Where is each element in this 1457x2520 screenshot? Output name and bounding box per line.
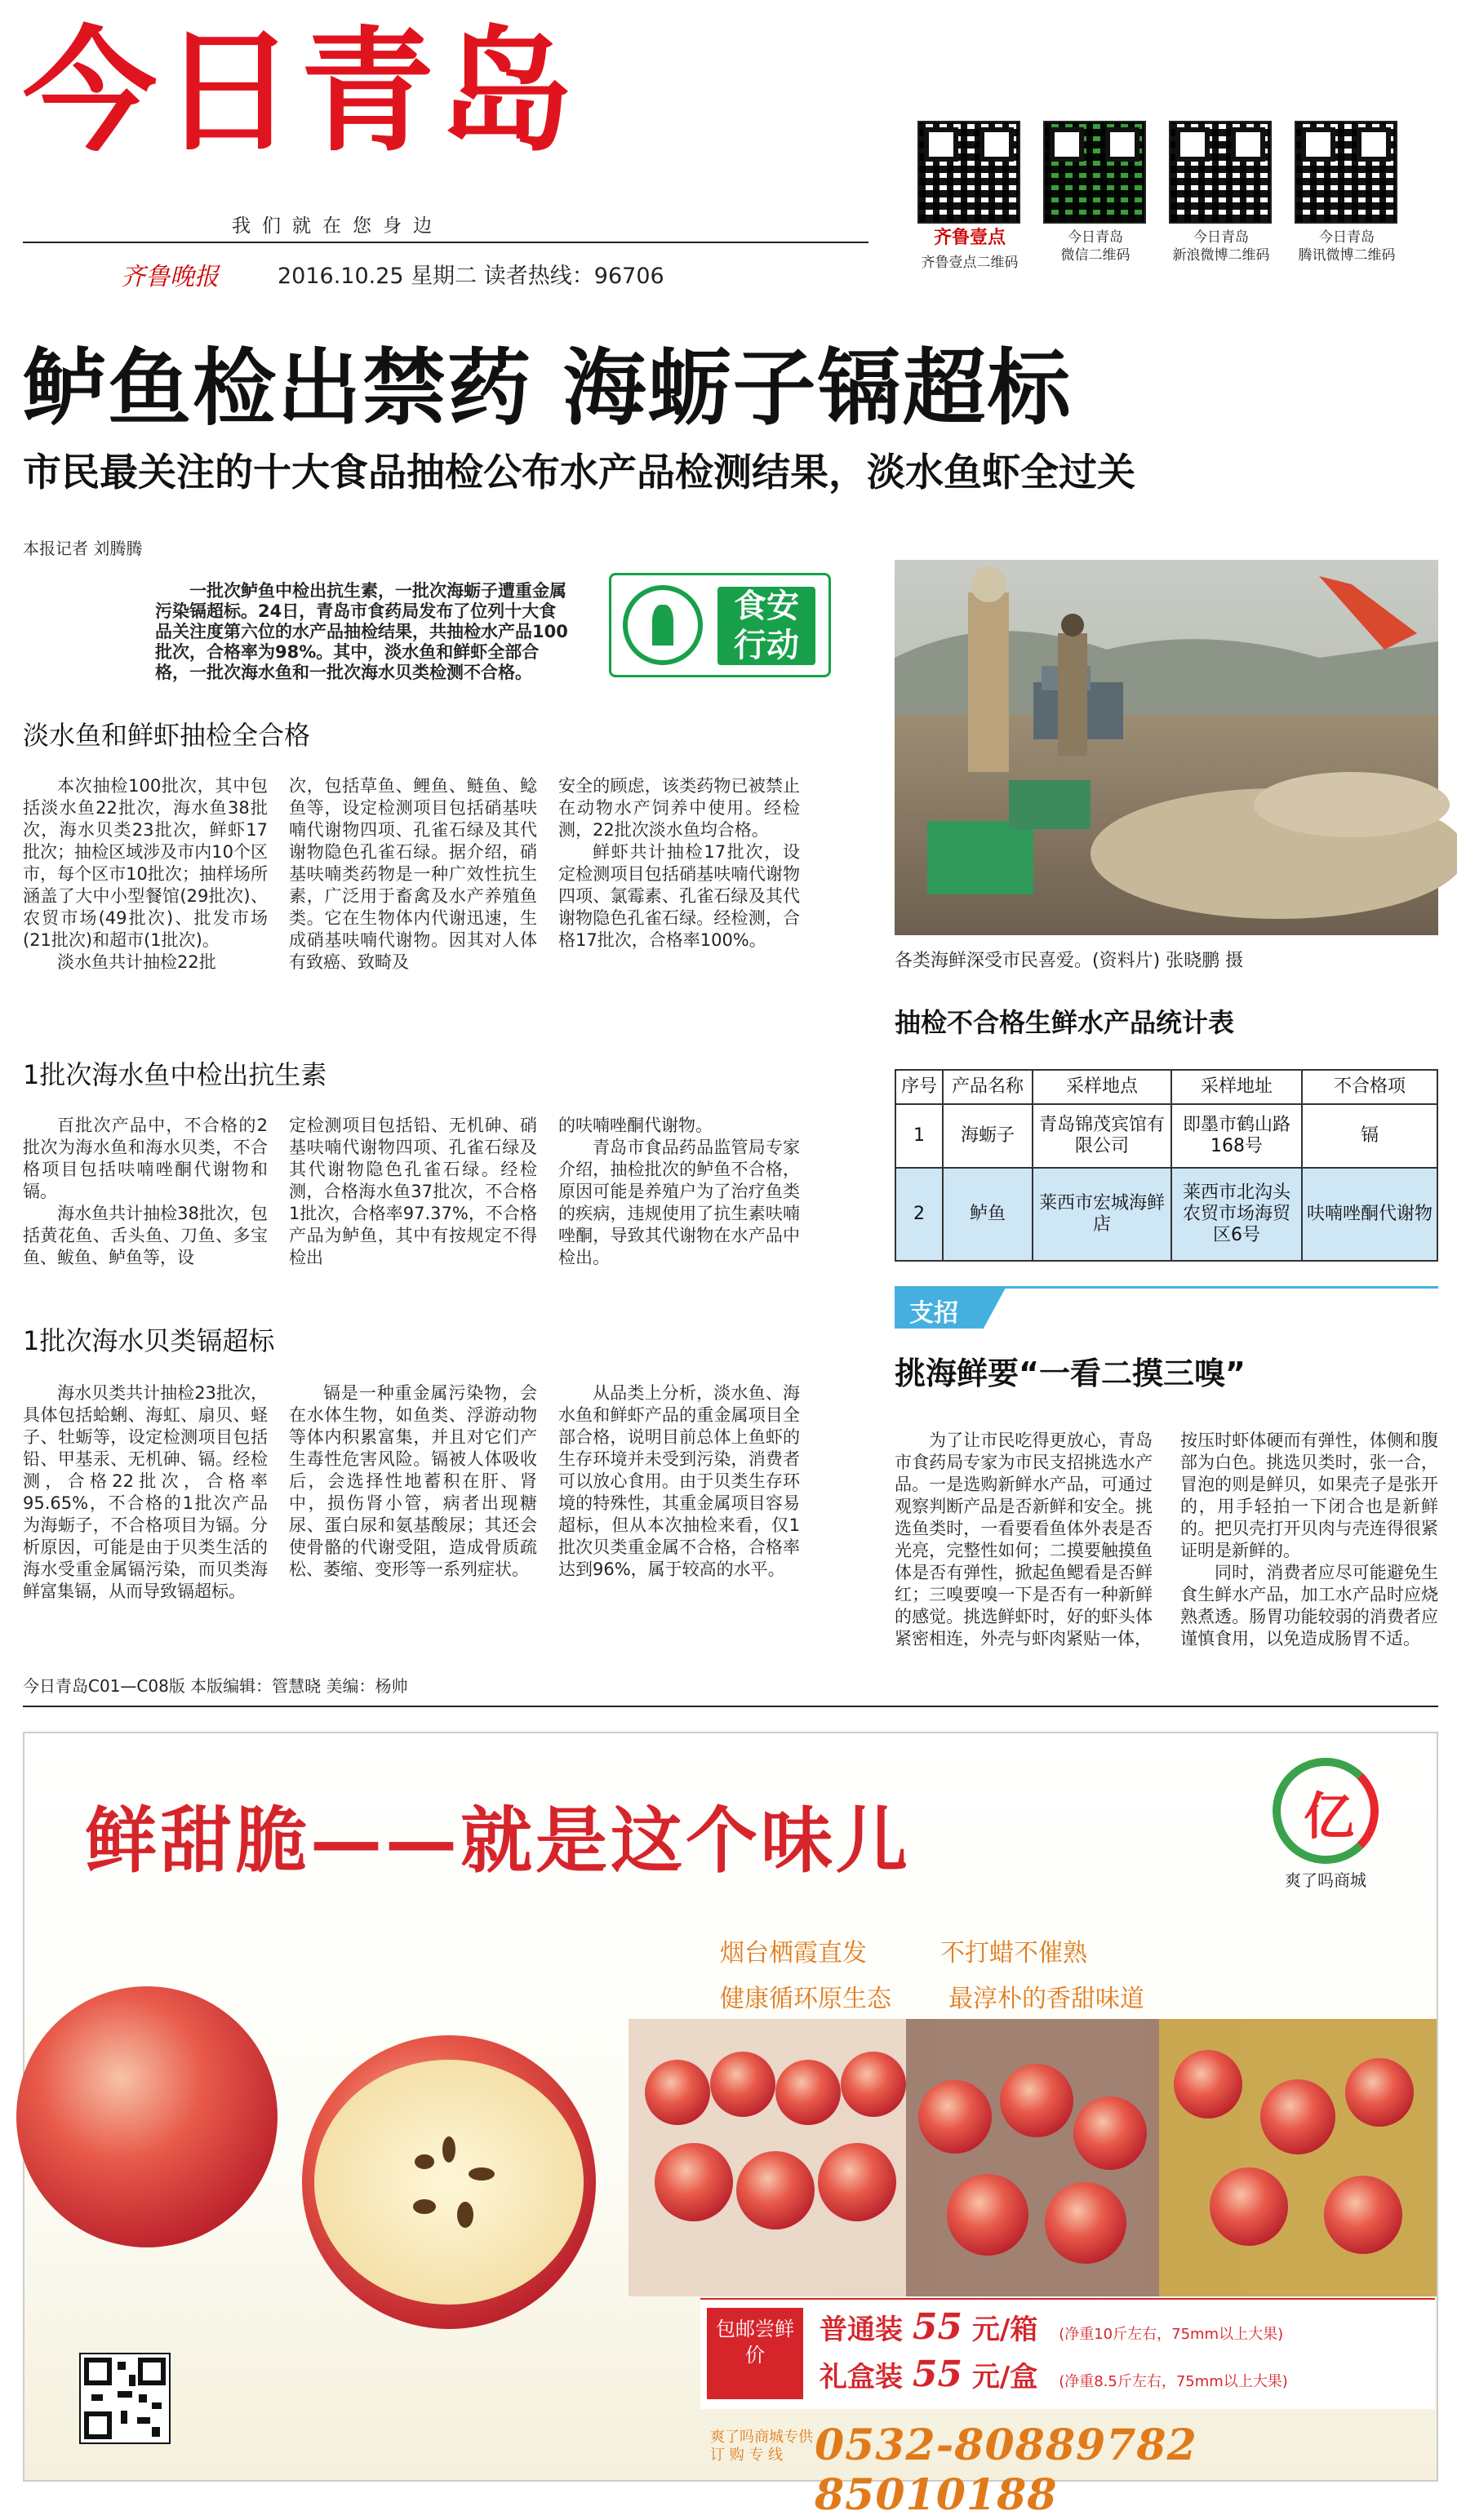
byline: 本报记者 刘腾腾 — [23, 539, 143, 558]
table-header: 不合格项 — [1302, 1070, 1437, 1104]
section-title: 淡水鱼和鲜虾抽检全合格 — [23, 720, 311, 751]
section-1-column-1 — [23, 775, 268, 974]
qr-title: 今日青岛 — [1193, 229, 1249, 246]
newspaper-logo: 今日青岛 — [23, 12, 579, 170]
apple-advertisement[interactable] — [23, 1732, 1438, 2520]
section-2-column-3 — [558, 1115, 800, 1269]
section-title: 1批次海水贝类镉超标 — [23, 1325, 275, 1356]
ad-slogan: 烟台栖霞直发 — [720, 1939, 867, 1968]
table-header-row — [895, 1070, 1437, 1104]
subheadline: 市民最关注的十大食品抽检公布水产品检测结果，淡水鱼虾全过关 — [23, 450, 1135, 495]
paragraph: 按压时虾体硬而有弹性，体侧和腹部为白色。挑选贝类时，张一合，冒泡的则是鲜贝，如果壳子是张开的，用手轻拍一下闭合也是新鲜的。把贝壳打开贝肉与壳连得很紧证明是新鲜的。 — [1180, 1431, 1438, 1560]
apple-images — [24, 2019, 1437, 2296]
brand-name: 爽了吗商城 — [1285, 1870, 1366, 1890]
qr-sina-weibo[interactable] — [1169, 121, 1273, 264]
paragraph: 的呋喃唑酮代谢物。 — [558, 1116, 713, 1135]
table-cell: 镉 — [1302, 1104, 1437, 1168]
brand-logo-icon — [1273, 1758, 1379, 1864]
table-cell: 即墨市鹤山路168号 — [1171, 1104, 1302, 1168]
paragraph: 安全的顾虑，该类药物已被禁止在动物水产饲养中使用。经检测，22批次淡水鱼均合格。 — [558, 776, 800, 840]
qr-brand: 齐鲁壹点 — [933, 228, 1006, 248]
unqualified-products-table — [895, 1069, 1438, 1262]
tip-tab-label: 支招 — [909, 1299, 958, 1328]
section-1-column-3 — [558, 775, 800, 952]
news-photo — [895, 560, 1438, 935]
table-cell: 2 — [895, 1168, 943, 1261]
page-credits: 今日青岛C01—C08版 本版编辑：管慧晓 美编：杨帅 — [23, 1676, 408, 1696]
contact-label-2: 订 购 专 线 — [710, 2447, 784, 2464]
price-line-gift — [820, 2354, 1288, 2395]
order-phone-numbers[interactable]: 0532-80889782 85010188 — [815, 2420, 1197, 2520]
price-label: 普通装 — [820, 2314, 903, 2346]
paragraph: 淡水鱼共计抽检22批 — [57, 952, 216, 972]
contact-label-1: 爽了吗商城专供 — [710, 2429, 813, 2446]
badge-line-1: 食安 — [734, 588, 799, 625]
dateline — [278, 258, 664, 290]
table-header: 产品名称 — [943, 1070, 1033, 1104]
paragraph: 青岛市食品药品监管局专家介绍，抽检批次的鲈鱼不合格，原因可能是养殖户为了治疗鱼类的疾病，违规使用了抗生素呋喃唑酮，导致其代谢物在水产品中检出。 — [558, 1138, 800, 1267]
section-1-column-2 — [289, 775, 537, 974]
table-cell: 1 — [895, 1104, 943, 1168]
contact-label — [710, 2429, 813, 2465]
ad-slogan: 不打蜡不催熟 — [940, 1939, 1087, 1968]
price-amount: 55 — [912, 2306, 963, 2348]
food-safety-badge — [609, 573, 831, 677]
ad-title: 鲜甜脆——就是这个味儿 — [85, 1798, 912, 1883]
price-unit: 元/盒 — [971, 2361, 1038, 2394]
table-cell: 鲈鱼 — [943, 1168, 1033, 1261]
section-2-column-1 — [23, 1115, 268, 1269]
qr-code-icon — [1169, 121, 1272, 224]
badge-line-2: 行动 — [734, 627, 799, 664]
table-cell: 呋喃唑酮代谢物 — [1302, 1168, 1437, 1261]
paragraph: 定检测项目包括铅、无机砷、硝基呋喃代谢物四项、孔雀石绿及其代谢物隐色孔雀石绿。经检测，合格海水鱼37批次，不合格1批次，合格率97.37%，不合格产品为鲈鱼，其中有按规定不得检出 — [289, 1116, 537, 1267]
price-note: (净重10斤左右，75mm以上大果) — [1059, 2326, 1284, 2343]
ad-brand-logo — [1260, 1758, 1391, 1891]
table-cell: 海蛎子 — [943, 1104, 1033, 1168]
section-title: 1批次海水鱼中检出抗生素 — [23, 1059, 327, 1090]
reader-hotline: 读者热线：96706 — [483, 264, 664, 289]
paragraph: 海水贝类共计抽检23批次，具体包括蛤蜊、海虹、扇贝、蛏子、牡蛎等，设定检测项目包括铅、甲基汞、无机砷、镉。经检测，合格22批次，合格率95.65%，不合格的1批次产品为海蛎子，不合格项目为镉。分析原因，可能是由于贝类生活的海水受重金属镉污染，而贝类海鲜富集镉，从而导致镉超标。 — [23, 1383, 268, 1601]
paragraph: 次，包括草鱼、鲤鱼、鲢鱼、鲶鱼等，设定检测项目包括硝基呋喃代谢物四项、孔雀石绿及其代谢物隐色孔雀石绿。据介绍，硝基呋喃类药物是一种广效性抗生素，广泛用于畜禽及水产养殖鱼类。它在生物体内代谢迅速，生成硝基呋喃代谢物。因其对人体有致癌、致畸及 — [289, 776, 537, 972]
price-tag: 包邮尝鲜价 — [707, 2308, 803, 2399]
paragraph: 从品类上分析，淡水鱼、海水鱼和鲜虾产品的重金属项目全部合格，说明目前总体上鱼虾的生存环境并未受到污染，消费者可以放心食用。由于贝类生存环境的特殊性，其重金属项目容易超标，但从本次抽检来看，仅1批次贝类重金属不合格，合格率达到96%，属于较高的水平。 — [558, 1383, 800, 1579]
qr-caption: 新浪微博二维码 — [1172, 247, 1270, 264]
page-divider — [23, 1706, 1438, 1707]
paragraph: 百批次产品中，不合格的2批次为海水鱼和海水贝类，不合格项目包括呋喃唑酮代谢物和镉。 — [23, 1116, 268, 1201]
paragraph: 为了让市民吃得更放心，青岛市食药局专家为市民支招挑选水产品。一是选购新鲜水产品，可通过观察判断产品是否新鲜和安全。挑选鱼类时，一看要看鱼体外表是否光亮，完整性如何；二摸要触摸鱼体是否有弹性，掀起鱼鳃看是否鲜红；三嗅要嗅一下是否有一种新鲜的感觉。挑选鲜虾时，好的虾头体紧密相连，外壳与虾肉紧贴一体， — [895, 1431, 1153, 1648]
issue-weekday: 星期二 — [411, 264, 478, 289]
paragraph: 同时，消费者应尽可能避免生食生鲜水产品，加工水产品时应烧熟煮透。肠胃功能较弱的消费者应谨慎食用，以免造成肠胃不适。 — [1180, 1563, 1438, 1648]
headline: 鲈鱼检出禁药 海蛎子镉超标 — [23, 340, 1073, 437]
lead-paragraph: 一批次鲈鱼中检出抗生素，一批次海蛎子遭重金属污染镉超标。24日，青岛市食药局发布了位列十大食品关注度第六位的水产品抽检结果，共抽检水产品100批次，合格率为98%。其中，淡水鱼和鲜虾全部合格，一批次海水鱼和一批次海水贝类检测不合格。 — [155, 581, 568, 682]
ad-qr-code-icon[interactable] — [80, 2354, 170, 2443]
tip-title: 挑海鲜要“一看二摸三嗅” — [895, 1355, 1246, 1391]
paragraph: 镉是一种重金属污染物，会在水体生物，如鱼类、浮游动物等体内积累富集，并且对它们产生毒性危害风险。镉被人体吸收后，会选择性地蓄积在肝、肾中，损伤肾小管，病者出现糖尿、蛋白尿和氨基酸尿；其还会使骨骼的代谢受阻，造成骨质疏松、萎缩、变形等一系列症状。 — [289, 1383, 537, 1579]
price-line-standard — [820, 2306, 1283, 2348]
table-header: 采样地址 — [1171, 1070, 1302, 1104]
table-cell: 莱西市北沟头农贸市场海贸区6号 — [1171, 1168, 1302, 1261]
section-3-column-3 — [558, 1382, 800, 1581]
table-header: 采样地点 — [1033, 1070, 1171, 1104]
section-3-column-2 — [289, 1382, 537, 1581]
qr-code-icon — [917, 121, 1020, 224]
ad-price-panel — [700, 2298, 1435, 2409]
qr-code-icon — [1043, 121, 1146, 224]
seafood-market-photo — [895, 560, 1438, 935]
table-header: 序号 — [895, 1070, 943, 1104]
tip-column-2 — [1180, 1430, 1438, 1650]
paper-name: 齐鲁晚报 — [121, 263, 219, 291]
table-row — [895, 1104, 1437, 1168]
ad-slogan: 健康循环原生态 — [720, 1985, 891, 2013]
masthead-slogan: 我们就在您身边 — [232, 215, 443, 237]
table-cell: 莱西市宏城海鲜店 — [1033, 1168, 1171, 1261]
table-title: 抽检不合格生鲜水产品统计表 — [895, 1007, 1235, 1038]
qr-title: 今日青岛 — [1068, 229, 1123, 246]
qr-caption: 腾讯微博二维码 — [1298, 247, 1396, 264]
ad-slogan: 最淳朴的香甜味道 — [948, 1985, 1144, 2013]
badge-label — [717, 587, 815, 665]
qr-caption: 微信二维码 — [1060, 247, 1131, 264]
qr-wechat[interactable] — [1043, 121, 1148, 264]
section-3-column-1 — [23, 1382, 268, 1603]
masthead-divider — [23, 242, 868, 243]
table-row — [895, 1168, 1437, 1261]
food-safety-logo-icon — [623, 585, 703, 665]
photo-caption: 各类海鲜深受市民喜爱。(资料片) 张晓鹏 摄 — [895, 951, 1244, 971]
qr-title: 今日青岛 — [1319, 229, 1375, 246]
price-unit: 元/箱 — [971, 2314, 1038, 2346]
paragraph: 鲜虾共计抽检17批次，设定检测项目包括硝基呋喃代谢物四项、氯霉素、孔雀石绿及其代谢物隐色孔雀石绿。经检测，合格17批次，合格率100%。 — [558, 842, 800, 950]
qr-qilu[interactable] — [917, 121, 1022, 272]
price-label: 礼盒装 — [820, 2361, 903, 2394]
section-2-column-2 — [289, 1115, 537, 1269]
qr-caption: 齐鲁壹点二维码 — [921, 255, 1019, 271]
qr-tencent-weibo[interactable] — [1295, 121, 1399, 264]
table-cell: 青岛锦茂宾馆有限公司 — [1033, 1104, 1171, 1168]
paragraph: 海水鱼共计抽检38批次，包括黄花鱼、舌头鱼、刀鱼、多宝鱼、鲅鱼、鲈鱼等，设 — [23, 1204, 268, 1267]
price-note: (净重8.5斤左右，75mm以上大果) — [1059, 2373, 1288, 2390]
tip-column-1 — [895, 1430, 1153, 1650]
paragraph: 本次抽检100批次，其中包括淡水鱼22批次，海水鱼38批次，海水贝类23批次，鲜虾17批次；抽检区域涉及市内10个区市，每个区市10批次；抽样场所涵盖了大中小型餐馆(29批次)、农贸市场(49批次)、批发市场(21批次)和超市(1批次)。 — [23, 776, 268, 950]
price-amount: 55 — [912, 2354, 963, 2395]
issue-date: 2016.10.25 — [278, 264, 404, 289]
qr-code-icon — [1295, 121, 1397, 224]
